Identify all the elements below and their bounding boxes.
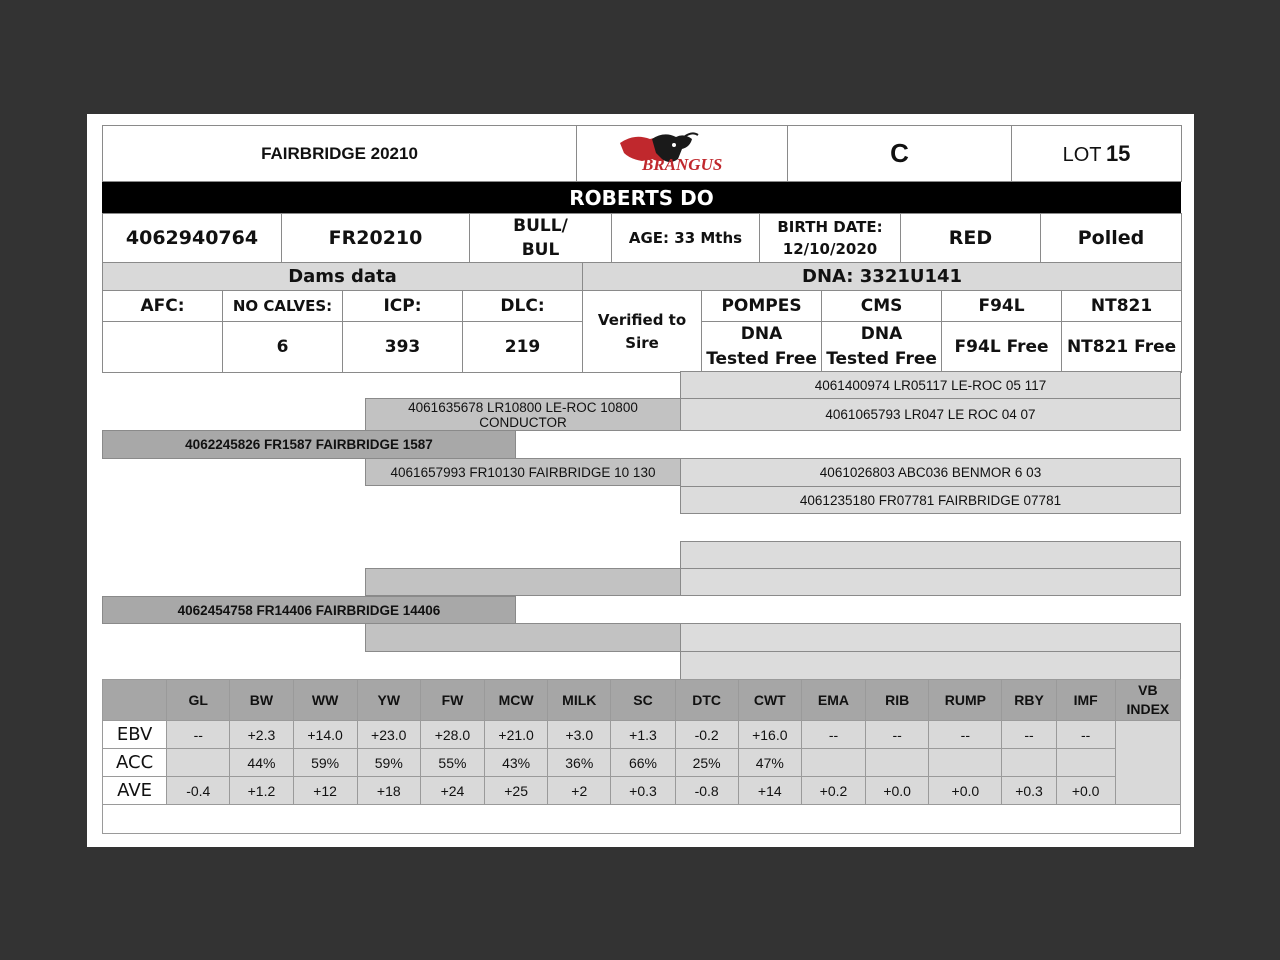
cms-result-line2: Tested Free xyxy=(826,349,937,369)
ebv-cell-ebv-rby: -- xyxy=(1002,721,1056,749)
ebv-cell-acc-ww: 59% xyxy=(293,749,357,777)
ebv-cell-acc-bw: 44% xyxy=(230,749,293,777)
ebv-cell-acc-ema xyxy=(801,749,865,777)
ebv-cell-ave-imf: +0.0 xyxy=(1056,777,1115,805)
animal-age: AGE: 33 Mths xyxy=(612,214,760,263)
ebv-cell-ave-bw: +1.2 xyxy=(230,777,293,805)
lot-label: LOT xyxy=(1062,143,1102,166)
pedigree-dam: 4062454758 FR14406 FAIRBRIDGE 14406 xyxy=(102,596,516,624)
dna-title: DNA: 3321U141 xyxy=(583,263,1182,291)
ebv-cell-ave-rby: +0.3 xyxy=(1002,777,1056,805)
pedigree-dam-sire-sire xyxy=(680,541,1181,569)
vb-index-header xyxy=(1115,680,1180,721)
ebv-col-rump: RUMP xyxy=(929,680,1002,721)
ebv-col-imf: IMF xyxy=(1056,680,1115,721)
ebv-cell-ebv-yw: +23.0 xyxy=(357,721,420,749)
ebv-cell-acc-gl xyxy=(167,749,230,777)
ebv-col-fw: FW xyxy=(420,680,484,721)
ebv-cell-ebv-milk: +3.0 xyxy=(548,721,611,749)
ebv-row xyxy=(103,721,1181,749)
ebv-cell-ave-dtc: -0.8 xyxy=(675,777,738,805)
birth-date: 12/10/2020 xyxy=(782,240,878,258)
ebv-col-milk: MILK xyxy=(548,680,611,721)
verified-line2: Sire xyxy=(625,333,659,352)
icp-label: ICP: xyxy=(343,291,463,322)
icp-value: 393 xyxy=(343,322,463,373)
ebv-cell-acc-cwt: 47% xyxy=(738,749,801,777)
ebv-cell-ebv-sc: +1.3 xyxy=(611,721,675,749)
dams-title: Dams data xyxy=(103,263,583,291)
no-calves-value: 6 xyxy=(223,322,343,373)
ebv-cell-ebv-bw: +2.3 xyxy=(230,721,293,749)
birth-label: BIRTH DATE: xyxy=(777,218,883,236)
dlc-label: DLC: xyxy=(463,291,583,322)
animal-horn: Polled xyxy=(1041,214,1182,263)
ebv-cell-ave-fw: +24 xyxy=(420,777,484,805)
pedigree-sire-sire: 4061635678 LR10800 LE-ROC 10800 CONDUCTOR xyxy=(365,398,681,431)
no-calves-label: NO CALVES: xyxy=(223,291,343,322)
row-label-acc: ACC xyxy=(103,749,167,777)
ebv-cell-ebv-dtc: -0.2 xyxy=(675,721,738,749)
lot-number: 15 xyxy=(1105,140,1131,166)
test-f94l-label: F94L xyxy=(942,291,1062,322)
ebv-cell-acc-mcw: 43% xyxy=(485,749,548,777)
ebv-cell-acc-dtc: 25% xyxy=(675,749,738,777)
afc-value xyxy=(103,322,223,373)
pedigree-dam-dam-sire xyxy=(680,623,1181,652)
vb-line1: VB xyxy=(1138,682,1158,698)
bull-logo-icon xyxy=(612,129,752,173)
pedigree-sire-sire-sire: 4061400974 LR05117 LE-ROC 05 117 xyxy=(680,371,1181,399)
ebv-cell-ave-milk: +2 xyxy=(548,777,611,805)
ebv-cell-ebv-fw: +28.0 xyxy=(420,721,484,749)
vb-line2: INDEX xyxy=(1126,701,1170,717)
nt821-result: NT821 Free xyxy=(1062,322,1182,373)
ebv-cell-ave-mcw: +25 xyxy=(485,777,548,805)
ebv-cell-ebv-cwt: +16.0 xyxy=(738,721,801,749)
ave-row xyxy=(103,777,1181,805)
logo-text: BRANGUS xyxy=(642,155,723,173)
ebv-cell-acc-milk: 36% xyxy=(548,749,611,777)
ebv-cell-ebv-rump: -- xyxy=(929,721,1002,749)
ebv-col-ww: WW xyxy=(293,680,357,721)
acc-row xyxy=(103,749,1181,777)
pedigree-sire-dam-sire: 4061026803 ABC036 BENMOR 6 03 xyxy=(680,458,1181,487)
ebv-col-mcw: MCW xyxy=(485,680,548,721)
ebv-cell-ave-rib: +0.0 xyxy=(866,777,929,805)
header-row xyxy=(102,125,1182,182)
ebv-cell-ave-sc: +0.3 xyxy=(611,777,675,805)
ebv-cell-ave-cwt: +14 xyxy=(738,777,801,805)
pedigree-dam-dam xyxy=(365,623,681,652)
test-pompes-label: POMPES xyxy=(702,291,822,322)
pompes-result-line1: DNA xyxy=(740,324,783,344)
pedigree-sire-dam-dam: 4061235180 FR07781 FAIRBRIDGE 07781 xyxy=(680,486,1181,514)
row-label-ave: AVE xyxy=(103,777,167,805)
grade: C xyxy=(788,126,1012,182)
pompes-result-line2: Tested Free xyxy=(706,349,817,369)
pedigree-dam-sire-dam xyxy=(680,568,1181,596)
animal-name: FAIRBRIDGE 20210 xyxy=(103,126,577,182)
ebv-header-row xyxy=(103,680,1181,721)
ebv-cell-ave-rump: +0.0 xyxy=(929,777,1002,805)
ebv-cell-ebv-ema: -- xyxy=(801,721,865,749)
ebv-cell-ave-yw: +18 xyxy=(357,777,420,805)
ebv-cell-acc-rby xyxy=(1002,749,1056,777)
pedigree-dam-dam-dam xyxy=(680,651,1181,680)
ebv-cell-ave-ema: +0.2 xyxy=(801,777,865,805)
ebv-col-rib: RIB xyxy=(866,680,929,721)
ebv-table xyxy=(102,679,1181,834)
animal-colour: RED xyxy=(901,214,1041,263)
ebv-col-ema: EMA xyxy=(801,680,865,721)
ebv-col-rby: RBY xyxy=(1002,680,1056,721)
sex-line2: BUL xyxy=(521,240,560,260)
pedigree-sire: 4062245826 FR1587 FAIRBRIDGE 1587 xyxy=(102,430,516,459)
ebv-footer-row xyxy=(103,805,1181,834)
afc-label: AFC: xyxy=(103,291,223,322)
ebv-cell-acc-rump xyxy=(929,749,1002,777)
ebv-footer xyxy=(103,805,1181,834)
test-nt821-label: NT821 xyxy=(1062,291,1182,322)
verified-line1: Verified to xyxy=(597,310,687,329)
ebv-col-bw: BW xyxy=(230,680,293,721)
pedigree-sire-sire-dam: 4061065793 LR047 LE ROC 04 07 xyxy=(680,398,1181,431)
ebv-cell-ebv-rib: -- xyxy=(866,721,929,749)
ebv-cell-ave-gl: -0.4 xyxy=(167,777,230,805)
ebv-col-sc: SC xyxy=(611,680,675,721)
ebv-cell-ebv-ww: +14.0 xyxy=(293,721,357,749)
test-cms-label: CMS xyxy=(822,291,942,322)
vb-index-value xyxy=(1115,721,1180,805)
ebv-col-yw: YW xyxy=(357,680,420,721)
ebv-cell-acc-imf xyxy=(1056,749,1115,777)
animal-id: 4062940764 xyxy=(103,214,282,263)
f94l-result: F94L Free xyxy=(942,322,1062,373)
pedigree-sire-dam: 4061657993 FR10130 FAIRBRIDGE 10 130 xyxy=(365,458,681,486)
ebv-cell-acc-fw: 55% xyxy=(420,749,484,777)
dlc-value: 219 xyxy=(463,322,583,373)
ebv-col-dtc: DTC xyxy=(675,680,738,721)
breeder-name: ROBERTS DO xyxy=(569,185,714,210)
ebv-cell-acc-rib xyxy=(866,749,929,777)
ebv-cell-ave-ww: +12 xyxy=(293,777,357,805)
animal-tattoo: FR20210 xyxy=(282,214,470,263)
ebv-cell-ebv-gl: -- xyxy=(167,721,230,749)
row-label-ebv: EBV xyxy=(103,721,167,749)
ebv-cell-acc-yw: 59% xyxy=(357,749,420,777)
dams-dna-section xyxy=(102,262,1182,373)
lot xyxy=(1012,126,1182,182)
pedigree-dam-sire xyxy=(365,568,681,596)
ebv-cell-ebv-imf: -- xyxy=(1056,721,1115,749)
breeder-banner xyxy=(102,182,1181,213)
sex-line1: BULL/ xyxy=(513,216,568,236)
ebv-col-cwt: CWT xyxy=(738,680,801,721)
ebv-cell-acc-sc: 66% xyxy=(611,749,675,777)
ebv-cell-ebv-mcw: +21.0 xyxy=(485,721,548,749)
brangus-logo xyxy=(577,126,788,182)
animal-details-row xyxy=(102,213,1182,263)
ebv-corner xyxy=(103,680,167,721)
cms-result-line1: DNA xyxy=(860,324,903,344)
ebv-col-gl: GL xyxy=(167,680,230,721)
